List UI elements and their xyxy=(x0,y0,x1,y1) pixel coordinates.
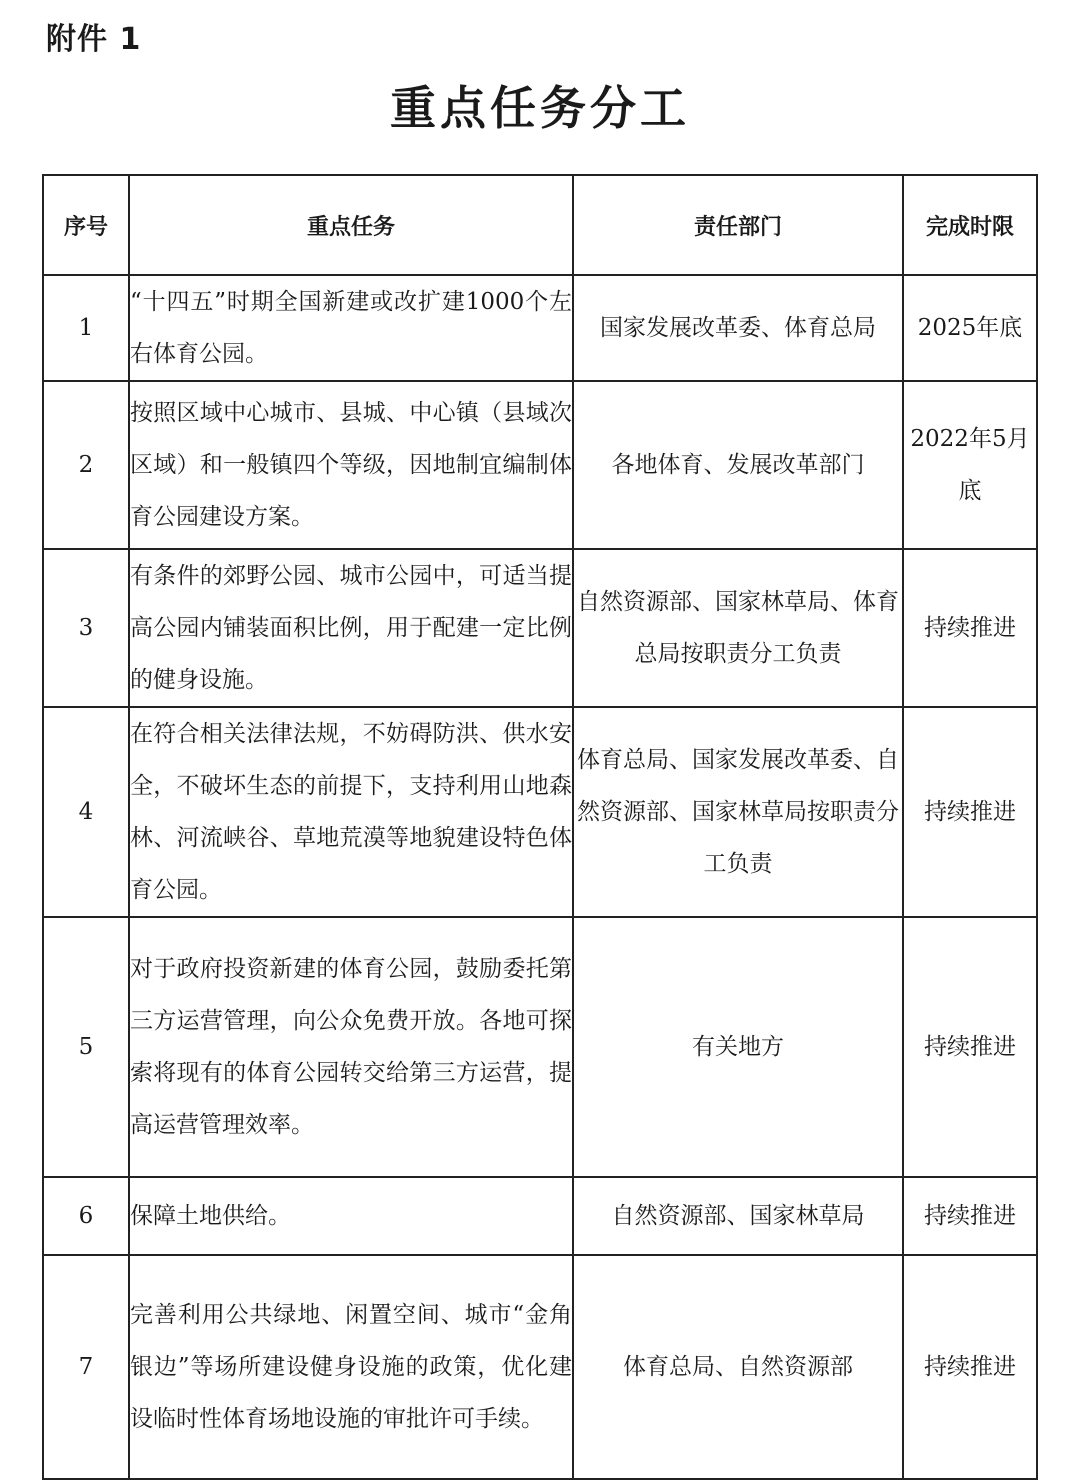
row-department: 体育总局、自然资源部 xyxy=(573,1255,903,1479)
row-index: 6 xyxy=(43,1177,129,1255)
row-task: 按照区域中心城市、县城、中心镇（县域次区域）和一般镇四个等级，因地制宜编制体育公园建设方案。 xyxy=(129,381,573,549)
table-row xyxy=(43,707,1037,917)
row-index: 5 xyxy=(43,917,129,1177)
row-department: 各地体育、发展改革部门 xyxy=(573,381,903,549)
row-index: 2 xyxy=(43,381,129,549)
row-index: 3 xyxy=(43,549,129,707)
table-row xyxy=(43,549,1037,707)
header-deadline: 完成时限 xyxy=(903,175,1037,275)
page-title: 重点任务分工 xyxy=(390,81,690,135)
row-deadline: 2025年底 xyxy=(903,275,1037,381)
row-deadline: 持续推进 xyxy=(903,1177,1037,1255)
row-department: 自然资源部、国家林草局 xyxy=(573,1177,903,1255)
row-index: 1 xyxy=(43,275,129,381)
table-header-row xyxy=(43,175,1037,275)
table-row xyxy=(43,275,1037,381)
row-deadline: 持续推进 xyxy=(903,1255,1037,1479)
table-row xyxy=(43,1177,1037,1255)
row-task: 有条件的郊野公园、城市公园中，可适当提高公园内铺装面积比例，用于配建一定比例的健身设施。 xyxy=(129,549,573,707)
row-department: 有关地方 xyxy=(573,917,903,1177)
row-department: 自然资源部、国家林草局、体育总局按职责分工负责 xyxy=(573,549,903,707)
row-task: 完善利用公共绿地、闲置空间、城市“金角银边”等场所建设健身设施的政策，优化建设临时性体育场地设施的审批许可手续。 xyxy=(129,1255,573,1479)
table-row xyxy=(43,1255,1037,1479)
header-department: 责任部门 xyxy=(573,175,903,275)
task-table xyxy=(42,174,1038,1480)
table-row xyxy=(43,381,1037,549)
row-deadline: 持续推进 xyxy=(903,707,1037,917)
row-task: 在符合相关法律法规，不妨碍防洪、供水安全，不破坏生态的前提下，支持利用山地森林、河流峡谷、草地荒漠等地貌建设特色体育公园。 xyxy=(129,707,573,917)
table-row xyxy=(43,917,1037,1177)
header-task: 重点任务 xyxy=(129,175,573,275)
header-index: 序号 xyxy=(43,175,129,275)
row-deadline: 2022年5月底 xyxy=(903,381,1037,549)
row-department: 国家发展改革委、体育总局 xyxy=(573,275,903,381)
attachment-label: 附件 1 xyxy=(46,22,142,57)
row-index: 4 xyxy=(43,707,129,917)
row-task: 对于政府投资新建的体育公园，鼓励委托第三方运营管理，向公众免费开放。各地可探索将现有的体育公园转交给第三方运营，提高运营管理效率。 xyxy=(129,917,573,1177)
row-deadline: 持续推进 xyxy=(903,917,1037,1177)
row-department: 体育总局、国家发展改革委、自然资源部、国家林草局按职责分工负责 xyxy=(573,707,903,917)
row-index: 7 xyxy=(43,1255,129,1479)
row-task: 保障土地供给。 xyxy=(129,1177,573,1255)
row-task: “十四五”时期全国新建或改扩建1000个左右体育公园。 xyxy=(129,275,573,381)
row-deadline: 持续推进 xyxy=(903,549,1037,707)
